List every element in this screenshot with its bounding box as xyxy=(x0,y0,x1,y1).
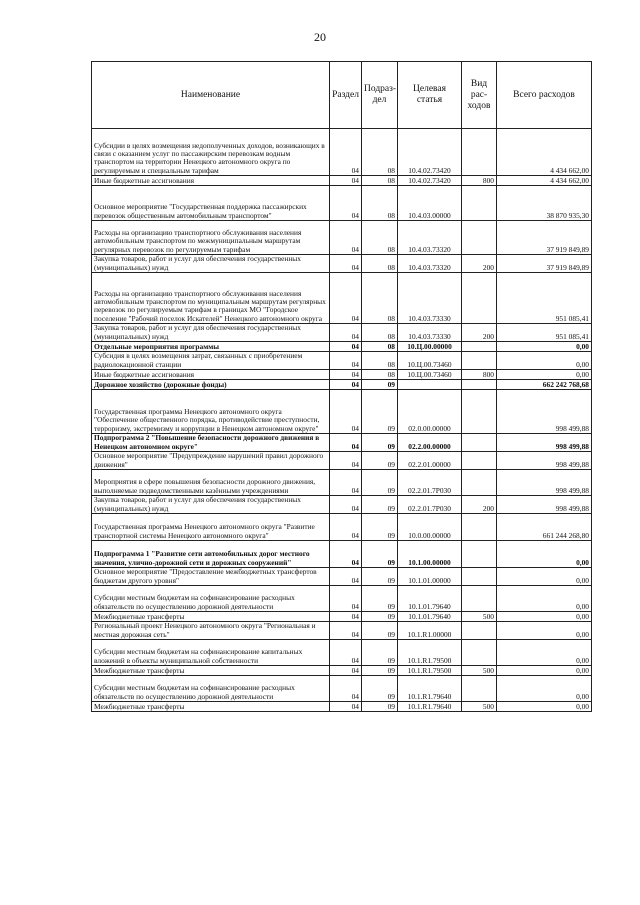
row-target-article: 02.2.01.7Р030 xyxy=(398,470,462,496)
row-expense-type xyxy=(462,622,497,640)
table-row xyxy=(92,352,592,370)
row-name: Иные бюджетные ассигнования xyxy=(92,370,330,380)
row-total: 0,00 xyxy=(497,666,592,676)
row-section: 04 xyxy=(330,676,362,702)
row-section: 04 xyxy=(330,324,362,342)
row-name: Субсидии местным бюджетам на софинансирование капитальных вложений в объекты муниципальной собственности xyxy=(92,640,330,666)
table-row xyxy=(92,640,592,666)
row-total: 37 919 849,89 xyxy=(497,255,592,273)
row-section: 04 xyxy=(330,370,362,380)
row-expense-type: 200 xyxy=(462,324,497,342)
row-total: 0,00 xyxy=(497,352,592,370)
row-subsection: 09 xyxy=(362,622,398,640)
row-name: Иные бюджетные ассигнования xyxy=(92,176,330,186)
row-section: 04 xyxy=(330,496,362,514)
row-subsection: 09 xyxy=(362,541,398,568)
row-total: 38 870 935,30 xyxy=(497,186,592,221)
row-name: Основное мероприятие "Государственная поддержка пассажирских перевозок общественным автомобильным транспортом" xyxy=(92,186,330,221)
row-name: Региональный проект Ненецкого автономного округа "Региональная и местная дорожная сеть" xyxy=(92,622,330,640)
row-section: 04 xyxy=(330,434,362,452)
row-name: Межбюджетные трансферты xyxy=(92,666,330,676)
row-target-article: 10.4.03.73330 xyxy=(398,324,462,342)
table-row xyxy=(92,612,592,622)
row-target-article: 10.1.R1.79500 xyxy=(398,666,462,676)
row-section: 04 xyxy=(330,568,362,586)
row-name: Субсидии в целях возмещения недополученных доходов, возникающих в связи с оказанием услуг по пассажирским перевозкам водным транспортом на территории Ненецкого автономного округа по регулируемым и специальным тарифам xyxy=(92,129,330,176)
row-name: Подпрограмма 1 "Развитие сети автомобильных дорог местного значения, улично-дорожной сети и дорожных сооружений" xyxy=(92,541,330,568)
row-subsection: 09 xyxy=(362,702,398,712)
header-total-expenses: Всего расходов xyxy=(497,62,592,129)
row-total: 4 434 662,00 xyxy=(497,176,592,186)
row-target-article: 10.4.03.73320 xyxy=(398,255,462,273)
row-section: 04 xyxy=(330,514,362,541)
row-total: 998 499,88 xyxy=(497,496,592,514)
row-total: 998 499,88 xyxy=(497,434,592,452)
row-target-article: 10.1.R1.79640 xyxy=(398,676,462,702)
row-section: 04 xyxy=(330,273,362,324)
row-expense-type: 800 xyxy=(462,370,497,380)
row-expense-type xyxy=(462,514,497,541)
row-subsection: 09 xyxy=(362,612,398,622)
row-target-article: 10.1.01.79640 xyxy=(398,612,462,622)
row-total: 998 499,88 xyxy=(497,390,592,434)
header-section: Раздел xyxy=(330,62,362,129)
row-total: 0,00 xyxy=(497,622,592,640)
table-row xyxy=(92,568,592,586)
row-expense-type: 800 xyxy=(462,176,497,186)
row-expense-type xyxy=(462,541,497,568)
table-row xyxy=(92,470,592,496)
row-target-article: 10.Ц.00.73460 xyxy=(398,352,462,370)
header-subsection: Подраз-дел xyxy=(362,62,398,129)
table-row xyxy=(92,514,592,541)
row-section: 04 xyxy=(330,380,362,390)
row-subsection: 09 xyxy=(362,496,398,514)
row-section: 04 xyxy=(330,186,362,221)
row-name: Закупка товаров, работ и услуг для обеспечения государственных (муниципальных) нужд xyxy=(92,324,330,342)
row-section: 04 xyxy=(330,666,362,676)
row-expense-type xyxy=(462,452,497,470)
row-name: Расходы на организацию транспортного обслуживания населения автомобильным транспортом по межмуниципальным маршрутам регулярных перевозок по регулируемым тарифам xyxy=(92,221,330,255)
row-subsection: 09 xyxy=(362,586,398,612)
row-expense-type xyxy=(462,434,497,452)
row-expense-type xyxy=(462,640,497,666)
table-row xyxy=(92,380,592,390)
row-subsection: 08 xyxy=(362,176,398,186)
row-subsection: 09 xyxy=(362,666,398,676)
row-target-article: 10.4.03.73330 xyxy=(398,273,462,324)
table-row xyxy=(92,622,592,640)
row-section: 04 xyxy=(330,129,362,176)
table-row xyxy=(92,324,592,342)
row-target-article: 10.1.R1.79500 xyxy=(398,640,462,666)
row-target-article: 10.1.R1.79640 xyxy=(398,702,462,712)
row-name: Подпрограмма 2 "Повышение безопасности дорожного движения в Ненецком автономном округе" xyxy=(92,434,330,452)
row-subsection: 09 xyxy=(362,640,398,666)
row-subsection: 09 xyxy=(362,452,398,470)
row-name: Отдельные мероприятия программы xyxy=(92,342,330,352)
row-expense-type: 500 xyxy=(462,612,497,622)
row-expense-type xyxy=(462,221,497,255)
row-name: Субсидии местным бюджетам на софинансирование расходных обязательств по осуществлению дорожной деятельности xyxy=(92,676,330,702)
row-expense-type: 500 xyxy=(462,702,497,712)
row-total: 0,00 xyxy=(497,342,592,352)
row-total: 0,00 xyxy=(497,702,592,712)
row-name: Основное мероприятие "Предупреждение нарушений правил дорожного движения" xyxy=(92,452,330,470)
row-total: 0,00 xyxy=(497,568,592,586)
table-row xyxy=(92,342,592,352)
row-section: 04 xyxy=(330,352,362,370)
table-row xyxy=(92,702,592,712)
row-target-article: 10.4.02.73420 xyxy=(398,176,462,186)
row-target-article: 02.2.00.00000 xyxy=(398,434,462,452)
row-expense-type xyxy=(462,586,497,612)
row-total: 998 499,88 xyxy=(497,470,592,496)
row-expense-type xyxy=(462,380,497,390)
row-expense-type: 500 xyxy=(462,666,497,676)
row-section: 04 xyxy=(330,255,362,273)
page-number: 20 xyxy=(314,30,326,44)
row-subsection: 08 xyxy=(362,324,398,342)
row-target-article: 10.1.R1.00000 xyxy=(398,622,462,640)
row-target-article: 10.1.01.79640 xyxy=(398,586,462,612)
row-subsection: 08 xyxy=(362,352,398,370)
row-name: Мероприятия в сфере повышения безопасности дорожного движения, выполняемые подведомственными казёнными учреждениями xyxy=(92,470,330,496)
table-row xyxy=(92,434,592,452)
row-section: 04 xyxy=(330,640,362,666)
row-target-article: 10.Ц.00.00000 xyxy=(398,342,462,352)
budget-table xyxy=(91,61,592,712)
row-total: 0,00 xyxy=(497,676,592,702)
row-target-article: 02.2.01.7Р030 xyxy=(398,496,462,514)
header-target-article: Целевая статья xyxy=(398,62,462,129)
row-expense-type xyxy=(462,390,497,434)
row-section: 04 xyxy=(330,612,362,622)
row-section: 04 xyxy=(330,470,362,496)
table-row xyxy=(92,129,592,176)
table-row xyxy=(92,586,592,612)
row-expense-type xyxy=(462,342,497,352)
row-target-article: 10.4.03.00000 xyxy=(398,186,462,221)
row-subsection: 08 xyxy=(362,255,398,273)
row-target-article xyxy=(398,380,462,390)
table-row xyxy=(92,370,592,380)
row-subsection: 09 xyxy=(362,568,398,586)
row-total: 998 499,88 xyxy=(497,452,592,470)
row-name: Государственная программа Ненецкого автономного округа "Обеспечение общественного порядка, противодействие преступности, терроризму, экстремизму и коррупции в Ненецком автономном округе" xyxy=(92,390,330,434)
row-target-article: 10.4.02.73420 xyxy=(398,129,462,176)
row-target-article: 10.Ц.00.73460 xyxy=(398,370,462,380)
row-subsection: 08 xyxy=(362,370,398,380)
table-row xyxy=(92,273,592,324)
row-target-article: 10.4.03.73320 xyxy=(398,221,462,255)
row-total: 0,00 xyxy=(497,370,592,380)
header-name: Наименование xyxy=(92,62,330,129)
row-total: 662 242 768,68 xyxy=(497,380,592,390)
row-expense-type xyxy=(462,568,497,586)
row-total: 4 434 662,00 xyxy=(497,129,592,176)
row-name: Субсидия в целях возмещения затрат, связанных с приобретением радиолокационной станции xyxy=(92,352,330,370)
row-total: 0,00 xyxy=(497,586,592,612)
row-subsection: 09 xyxy=(362,434,398,452)
row-section: 04 xyxy=(330,390,362,434)
row-subsection: 08 xyxy=(362,186,398,221)
row-name: Дорожное хозяйство (дорожные фонды) xyxy=(92,380,330,390)
row-subsection: 08 xyxy=(362,129,398,176)
row-expense-type xyxy=(462,273,497,324)
row-expense-type xyxy=(462,129,497,176)
row-name: Государственная программа Ненецкого автономного округа "Развитие транспортной системы Ненецкого автономного округа" xyxy=(92,514,330,541)
row-name: Закупка товаров, работ и услуг для обеспечения государственных (муниципальных) нужд xyxy=(92,496,330,514)
table-row xyxy=(92,541,592,568)
row-name: Межбюджетные трансферты xyxy=(92,612,330,622)
row-subsection: 09 xyxy=(362,514,398,541)
table-row xyxy=(92,496,592,514)
row-total: 0,00 xyxy=(497,541,592,568)
table-row xyxy=(92,221,592,255)
row-total: 0,00 xyxy=(497,640,592,666)
row-subsection: 08 xyxy=(362,342,398,352)
row-name: Межбюджетные трансферты xyxy=(92,702,330,712)
table-row xyxy=(92,176,592,186)
row-target-article: 02.2.01.00000 xyxy=(398,452,462,470)
row-expense-type: 200 xyxy=(462,496,497,514)
row-section: 04 xyxy=(330,176,362,186)
row-target-article: 10.1.00.00000 xyxy=(398,541,462,568)
row-subsection: 08 xyxy=(362,273,398,324)
row-subsection: 09 xyxy=(362,676,398,702)
row-subsection: 09 xyxy=(362,390,398,434)
table-row xyxy=(92,452,592,470)
row-total: 0,00 xyxy=(497,612,592,622)
row-total: 661 244 268,80 xyxy=(497,514,592,541)
row-section: 04 xyxy=(330,452,362,470)
row-name: Закупка товаров, работ и услуг для обеспечения государственных (муниципальных) нужд xyxy=(92,255,330,273)
row-subsection: 09 xyxy=(362,380,398,390)
row-subsection: 08 xyxy=(362,221,398,255)
row-name: Основное мероприятие "Предоставление межбюджетных трансфертов бюджетам другого уровня" xyxy=(92,568,330,586)
table-row xyxy=(92,255,592,273)
table-row xyxy=(92,186,592,221)
row-expense-type xyxy=(462,186,497,221)
row-expense-type: 200 xyxy=(462,255,497,273)
row-total: 37 919 849,89 xyxy=(497,221,592,255)
row-section: 04 xyxy=(330,702,362,712)
row-section: 04 xyxy=(330,622,362,640)
row-expense-type xyxy=(462,352,497,370)
row-expense-type xyxy=(462,676,497,702)
row-expense-type xyxy=(462,470,497,496)
row-target-article: 10.0.00.00000 xyxy=(398,514,462,541)
row-target-article: 02.0.00.00000 xyxy=(398,390,462,434)
row-section: 04 xyxy=(330,221,362,255)
header-expense-type: Вид рас-ходов xyxy=(462,62,497,129)
row-name: Расходы на организацию транспортного обслуживания населения автомобильным транспортом по муниципальным маршрутам регулярных перевозок по регулируемым тарифам в границах МО "Городское поселение "Рабочий поселок Искателей" Ненецкого автономного округа xyxy=(92,273,330,324)
row-section: 04 xyxy=(330,342,362,352)
row-section: 04 xyxy=(330,541,362,568)
table-row xyxy=(92,390,592,434)
row-total: 951 085,41 xyxy=(497,273,592,324)
row-target-article: 10.1.01.00000 xyxy=(398,568,462,586)
table-row xyxy=(92,676,592,702)
row-total: 951 085,41 xyxy=(497,324,592,342)
table-row xyxy=(92,666,592,676)
row-subsection: 09 xyxy=(362,470,398,496)
table-header-row xyxy=(92,62,592,129)
row-section: 04 xyxy=(330,586,362,612)
row-name: Субсидии местным бюджетам на софинансирование расходных обязательств по осуществлению дорожной деятельности xyxy=(92,586,330,612)
